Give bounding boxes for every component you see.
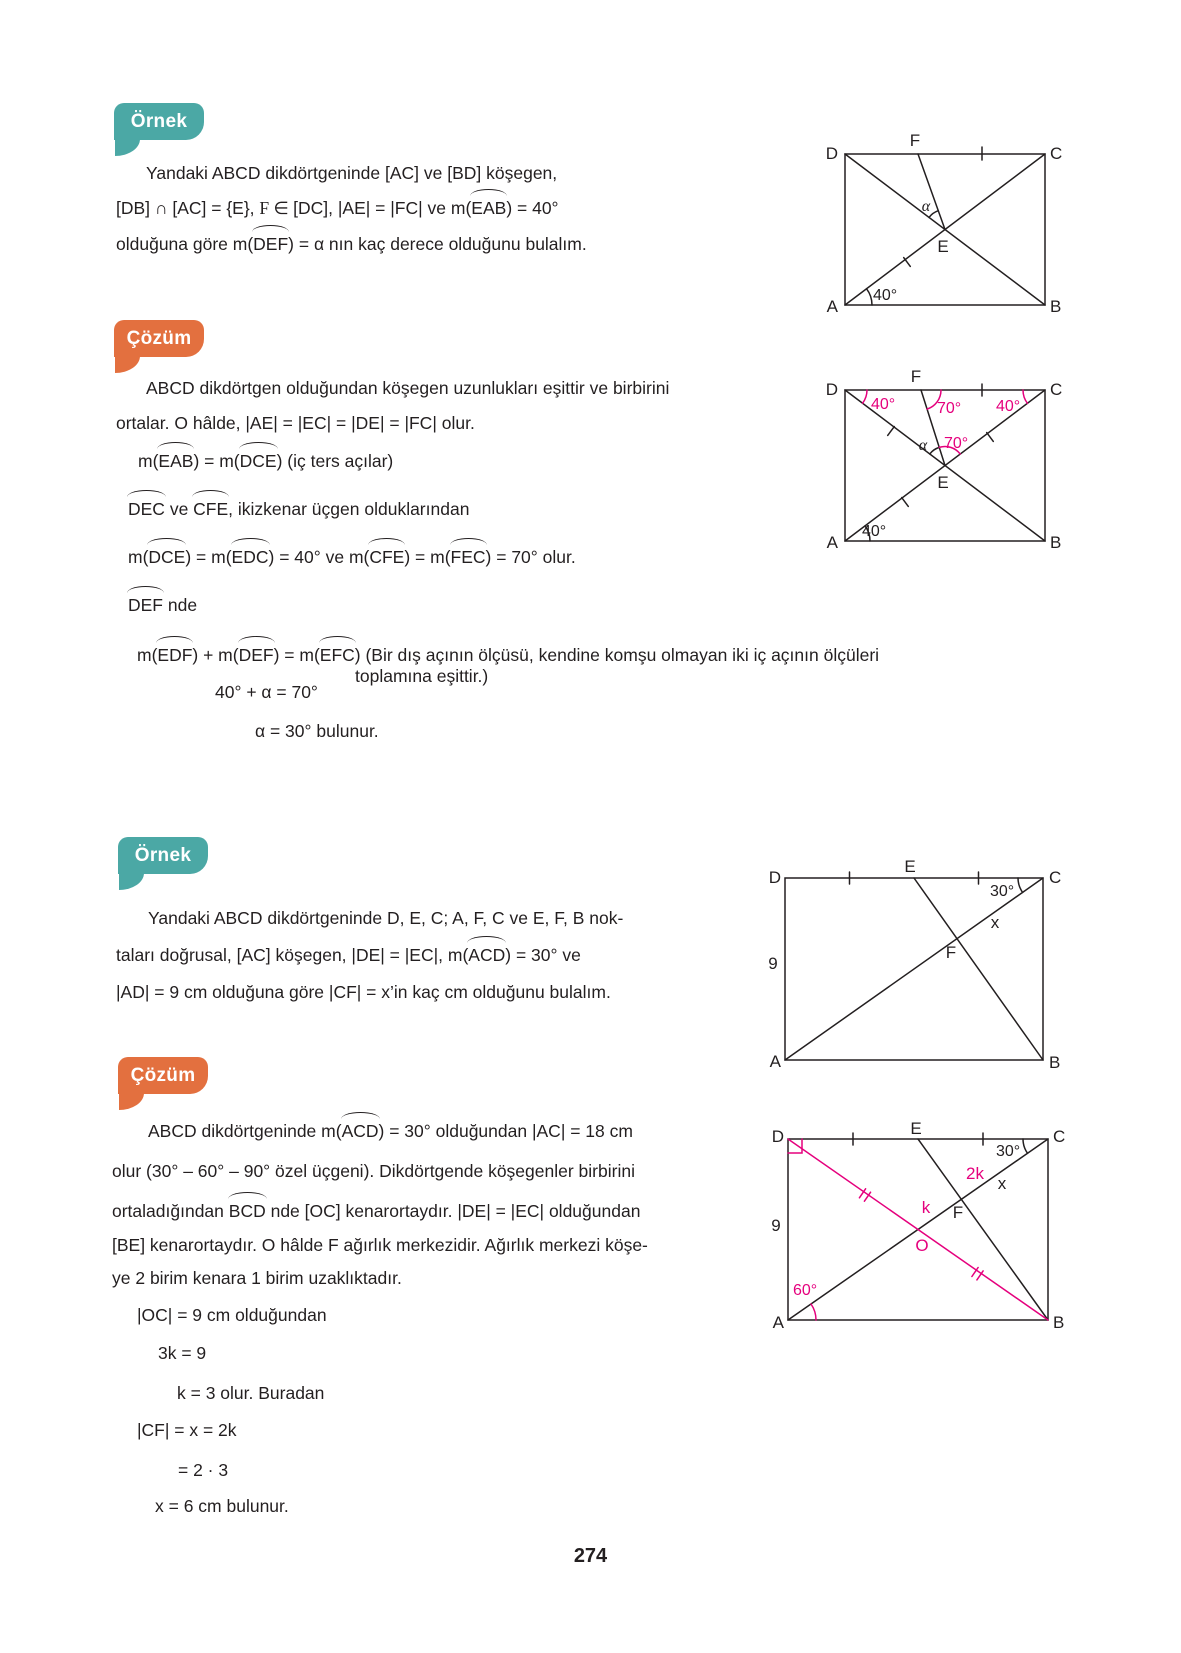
text-segment: m( [128, 547, 149, 567]
vertex-label-a: A [826, 533, 838, 552]
example1-line-1 [146, 160, 557, 186]
text-segment: ) = 70° olur. [485, 547, 576, 567]
angle-f-label: 70° [937, 400, 962, 417]
text-segment: ye 2 birim kenara 1 birim uzaklıktadır. [112, 1268, 402, 1288]
example-badge-label: Örnek [134, 844, 192, 866]
vertex-label-c: C [1053, 1127, 1066, 1146]
text-segment: [BE] kenarortaydır. O hâlde F ağırlık merkezidir. Ağırlık merkezi köşe- [112, 1235, 648, 1255]
vertex-label-f: F [910, 367, 922, 386]
solution1-math-5b [355, 663, 488, 689]
vertex-label-e: E [937, 237, 949, 256]
angle-name-with-arc: EDC [232, 544, 269, 570]
text-segment: ortalar. O hâlde, |AE| = |EC| = |DE| = |FC| olur. [116, 413, 475, 433]
example2-line-3 [116, 979, 611, 1005]
vertex-label-f: F [952, 1203, 964, 1222]
angle-name-with-arc: EAB [471, 195, 506, 221]
text-segment: ) = m( [273, 645, 320, 665]
vertex-label-b: B [1050, 297, 1062, 316]
solution2-eq-4 [137, 1417, 237, 1443]
angle-a-label: 40° [862, 523, 887, 540]
text-segment: [DC], |AE| = |FC| ve m( [293, 198, 472, 218]
text-segment: F ∈ [259, 198, 294, 218]
text-segment: olduğuna göre m( [116, 234, 254, 254]
diagonal-lines [845, 154, 1045, 305]
solution2-line-2 [112, 1158, 635, 1184]
example-badge [114, 103, 204, 140]
text-segment: ) = 30° ve [505, 945, 581, 965]
vertex-label-d: D [825, 144, 838, 163]
angle-name-with-arc: FEC [451, 544, 486, 570]
vertex-label-c: C [1050, 144, 1063, 163]
text-segment: olur (30° – 60° – 90° özel üçgeni). Dikdörtgende köşegenler birbirini [112, 1161, 635, 1181]
angle-name-with-arc: ACD [342, 1118, 379, 1144]
vertex-label-a: A [772, 1313, 784, 1332]
alpha-label: α [918, 437, 928, 454]
solution2-eq-2 [158, 1340, 206, 1366]
vertex-label-f: F [945, 943, 957, 962]
solution1-math-4 [128, 592, 197, 618]
angle-c-label: 40° [996, 398, 1021, 415]
text-segment: ABCD dikdörtgeninde m( [148, 1121, 342, 1141]
angle-d-label: 40° [871, 396, 896, 413]
vertex-label-b: B [1053, 1313, 1065, 1332]
vertex-label-e: E [904, 857, 916, 876]
vertex-label-a: A [826, 297, 838, 316]
text-segment: = 2 · 3 [178, 1460, 229, 1480]
angle-name-with-arc: CFE [369, 544, 404, 570]
angle-name-with-arc: DEF [253, 231, 288, 257]
solution2-eq-1 [137, 1302, 327, 1328]
center-label-o: O [915, 1236, 929, 1255]
angle-name-with-arc: DEF [239, 642, 274, 668]
vertex-label-e: E [910, 1119, 922, 1138]
solution1-para-1 [146, 375, 669, 401]
text-segment: |AD| = 9 cm olduğuna göre |CF| = x’in kaç cm olduğunu bulalım. [116, 982, 611, 1002]
vertex-label-d: D [768, 868, 781, 887]
angle-c-label: 30° [990, 883, 1015, 900]
angle-name-with-arc: DEF [128, 592, 163, 618]
side-ad-label: 9 [768, 954, 778, 973]
example1-line-3 [116, 231, 587, 257]
vertex-label-b: B [1049, 1053, 1061, 1072]
solution-badge [118, 1057, 208, 1094]
text-segment: , ikizkenar üçgen olduklarından [228, 499, 470, 519]
segment-2k-label: 2k [966, 1164, 984, 1183]
vertex-label-a: A [769, 1052, 781, 1071]
vertex-label-d: D [825, 380, 838, 399]
text-segment: |CF| = x = 2k [137, 1420, 237, 1440]
angle-name-with-arc: EAB [158, 448, 193, 474]
vertex-label-f: F [909, 131, 921, 150]
solution2-line-5 [112, 1265, 402, 1291]
text-segment: ortaladığından [112, 1201, 229, 1221]
solution1-math-1 [138, 448, 393, 474]
text-segment: ) = m( [185, 547, 232, 567]
solution-badge-label: Çözüm [130, 1064, 196, 1086]
text-segment: ) = 40° ve m( [268, 547, 370, 567]
text-segment: k = 3 olur. Buradan [177, 1383, 325, 1403]
text-segment: toplamına eşittir.) [355, 666, 489, 686]
angle-a-label: 60° [793, 1282, 818, 1299]
cevian-lines [785, 878, 1043, 1060]
text-segment: ) + m( [192, 645, 239, 665]
text-segment: taları doğrusal, [AC] köşegen, |DE| = |EC|, m( [116, 945, 469, 965]
diagram-example2 [765, 848, 1075, 1083]
segment-k-label: k [921, 1198, 931, 1217]
solution1-math-7 [255, 718, 379, 744]
solution1-para-2 [116, 410, 475, 436]
angle-c-arc [1018, 878, 1023, 892]
text-segment: [DB] ∩ [AC] = {E}, [116, 198, 260, 218]
angle-name-with-arc: DCE [148, 544, 185, 570]
angle-name-with-arc: BCD [229, 1198, 266, 1224]
solution2-eq-5 [178, 1457, 228, 1483]
diagram-example1 [805, 118, 1075, 318]
x-label: x [990, 913, 1000, 932]
side-ad-label: 9 [771, 1216, 781, 1235]
angle-e-label: 70° [944, 435, 969, 452]
diagram-solution2 [765, 1108, 1080, 1348]
example2-line-2 [116, 942, 581, 968]
angle-name-with-arc: EFC [320, 642, 355, 668]
angle-name-with-arc: DEC [128, 496, 165, 522]
text-segment: α = 30° bulunur. [255, 721, 379, 741]
solution1-math-6 [215, 679, 318, 705]
text-segment: m( [137, 645, 158, 665]
solution2-line-4 [112, 1232, 648, 1258]
solution2-line-1 [148, 1118, 633, 1144]
example-badge [118, 837, 208, 874]
text-segment: nde [OC] kenarortaydır. |DE| = |EC| olduğundan [265, 1201, 641, 1221]
alpha-label: α [921, 198, 931, 215]
angle-c-label: 30° [996, 1143, 1021, 1160]
text-segment: ve [164, 499, 194, 519]
example-badge-label: Örnek [130, 110, 188, 132]
diagram-solution1 [805, 355, 1075, 560]
example1-line-2 [116, 195, 559, 221]
text-segment: ) = m( [193, 451, 240, 471]
solution1-math-2 [128, 496, 469, 522]
example2-line-1 [148, 905, 623, 931]
text-segment: Yandaki ABCD dikdörtgeninde [AC] ve [BD] köşegen, [146, 163, 558, 183]
solution-badge [114, 320, 204, 357]
angle-name-with-arc: EDF [157, 642, 192, 668]
text-segment: ) = 30° olduğundan |AC| = 18 cm [378, 1121, 633, 1141]
text-segment: ABCD dikdörtgen olduğundan köşegen uzunlukları eşittir ve birbirini [146, 378, 670, 398]
text-segment: m( [138, 451, 159, 471]
text-segment: nde [163, 595, 198, 615]
angle-name-with-arc: ACD [468, 942, 505, 968]
vertex-label-e: E [937, 473, 949, 492]
solution2-eq-6 [155, 1493, 289, 1519]
text-segment: ) = 40° [506, 198, 559, 218]
text-segment: x = 6 cm bulunur. [155, 1496, 289, 1516]
x-label: x [997, 1174, 1007, 1193]
solution2-eq-3 [177, 1380, 324, 1406]
solution2-line-3 [112, 1198, 640, 1224]
text-segment: ) = m( [404, 547, 451, 567]
solution1-math-3 [128, 544, 576, 570]
text-segment: ) (iç ters açılar) [276, 451, 394, 471]
text-segment: |OC| = 9 cm olduğundan [137, 1305, 327, 1325]
vertex-label-d: D [771, 1127, 784, 1146]
page-number: 274 [573, 1545, 608, 1567]
angle-name-with-arc: CFE [193, 496, 228, 522]
text-segment: Yandaki ABCD dikdörtgeninde D, E, C; A, F, C ve E, F, B nok- [148, 908, 624, 928]
vertex-label-c: C [1050, 380, 1063, 399]
text-segment: 40° + α = 70° [215, 682, 318, 702]
vertex-label-b: B [1050, 533, 1062, 552]
angle-name-with-arc: DCE [240, 448, 277, 474]
vertex-label-c: C [1049, 868, 1062, 887]
angle-a-label: 40° [873, 287, 898, 304]
solution-badge-label: Çözüm [126, 327, 192, 349]
solution1-math-5 [137, 642, 879, 668]
text-segment: ) = α nın kaç derece olduğunu bulalım. [288, 234, 587, 254]
text-segment: 3k = 9 [158, 1343, 207, 1363]
text-segment: ) (Bir dış açının ölçüsü, kendine komşu olmayan iki iç açının ölçüleri [354, 645, 880, 665]
